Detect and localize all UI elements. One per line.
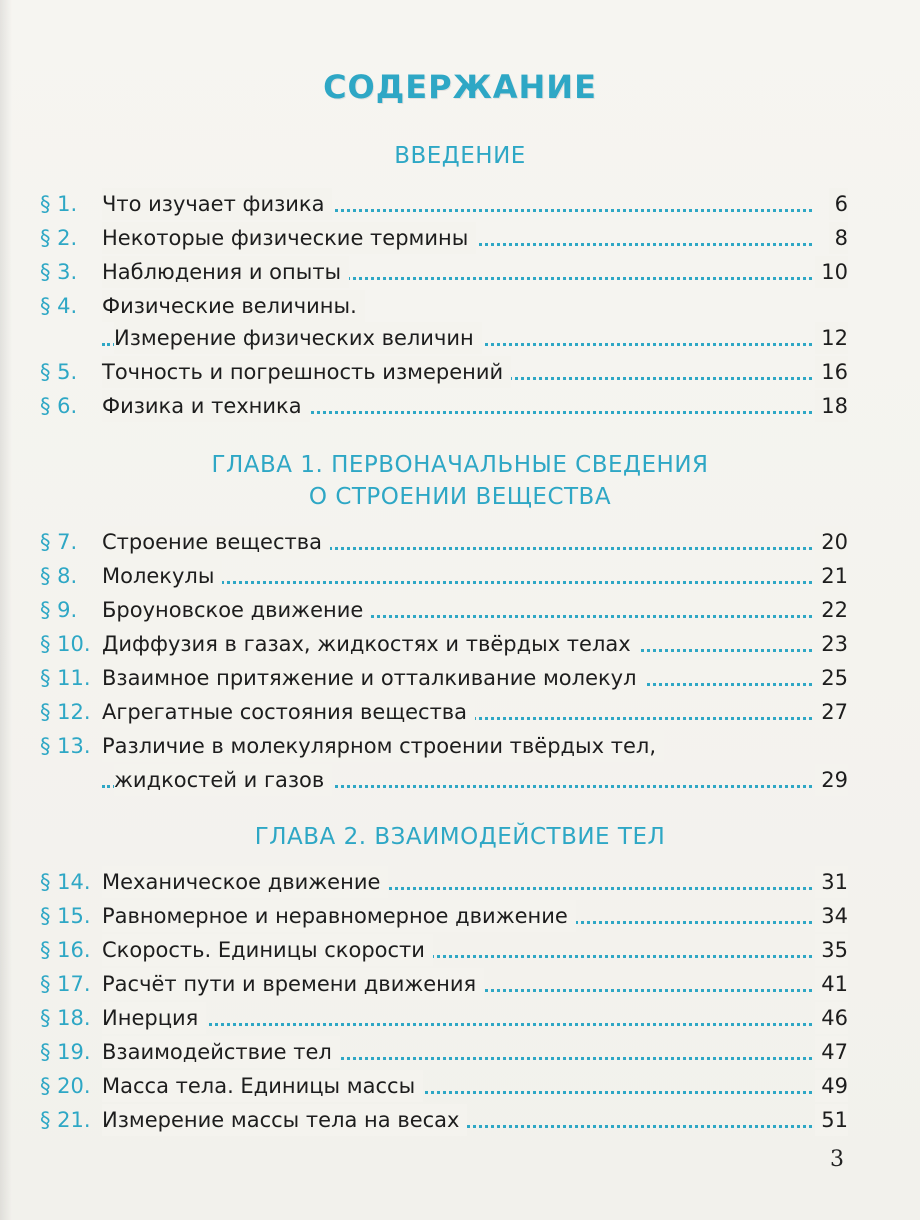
chapter-heading: ВВЕДЕНИЕ xyxy=(394,143,526,169)
toc-entry[interactable] xyxy=(40,188,848,220)
chapter-heading: О СТРОЕНИИ ВЕЩЕСТВА xyxy=(308,484,612,510)
entry-page-number: 29 xyxy=(815,764,848,796)
section-number: § 10. xyxy=(40,632,91,656)
toc-entry[interactable] xyxy=(40,934,848,966)
entry-title: Различие в молекулярном строении твёрдых тел, xyxy=(102,730,664,762)
toc-entry[interactable] xyxy=(40,526,848,558)
entry-title: Молекулы xyxy=(102,560,222,592)
entry-page-number: 12 xyxy=(815,322,848,354)
section-number: § 15. xyxy=(40,904,91,928)
entry-title: Измерение массы тела на весах xyxy=(102,1104,467,1136)
page-number: 3 xyxy=(830,1147,844,1172)
section-number: § 6. xyxy=(40,394,78,418)
toc-entry[interactable] xyxy=(40,390,848,422)
entry-title: Что изучает физика xyxy=(102,188,332,220)
entry-title: Точность и погрешность измерений xyxy=(102,356,511,388)
entry-title: Равномерное и неравномерное движение xyxy=(102,900,576,932)
entry-page-number: 21 xyxy=(815,560,848,592)
section-number: § 11. xyxy=(40,666,91,690)
entry-title: Наблюдения и опыты xyxy=(102,256,349,288)
entry-title: Взаимное притяжение и отталкивание молекул xyxy=(102,662,645,694)
entry-title: жидкостей и газов xyxy=(114,764,332,796)
entry-page-number: 23 xyxy=(815,628,848,660)
entry-page-number: 20 xyxy=(815,526,848,558)
toc-entry[interactable] xyxy=(40,322,848,354)
entry-page-number: 51 xyxy=(815,1104,848,1136)
entry-title: Некоторые физические термины xyxy=(102,222,476,254)
toc-entry[interactable] xyxy=(40,1036,848,1068)
entry-page-number: 47 xyxy=(815,1036,848,1068)
toc-entry[interactable] xyxy=(40,1104,848,1136)
section-number: § 16. xyxy=(40,938,91,962)
section-number: § 13. xyxy=(40,734,91,758)
toc-entry[interactable] xyxy=(40,696,848,728)
section-number: § 1. xyxy=(40,192,78,216)
toc-entry[interactable] xyxy=(40,866,848,898)
section-number: § 12. xyxy=(40,700,91,724)
entry-title: Строение вещества xyxy=(102,526,330,558)
toc-entry[interactable] xyxy=(40,968,848,1000)
toc-entry[interactable] xyxy=(40,1070,848,1102)
toc-entry[interactable] xyxy=(40,662,848,694)
section-number: § 20. xyxy=(40,1074,91,1098)
entry-title: Физика и техника xyxy=(102,390,310,422)
entry-page-number: 25 xyxy=(815,662,848,694)
toc-entry[interactable] xyxy=(40,764,848,796)
entry-page-number: 16 xyxy=(815,356,848,388)
entry-page-number: 8 xyxy=(829,222,848,254)
page-title: СОДЕРЖАНИЕ xyxy=(323,68,597,106)
toc-entry[interactable] xyxy=(40,1002,848,1034)
chapter-heading: ГЛАВА 1. ПЕРВОНАЧАЛЬНЫЕ СВЕДЕНИЯ xyxy=(211,452,709,478)
entry-title: Инерция xyxy=(102,1002,206,1034)
toc-entry[interactable] xyxy=(40,290,848,322)
section-number: § 17. xyxy=(40,972,91,996)
toc-entry[interactable] xyxy=(40,628,848,660)
entry-page-number: 34 xyxy=(815,900,848,932)
entry-title: Расчёт пути и времени движения xyxy=(102,968,484,1000)
section-number: § 3. xyxy=(40,260,78,284)
entry-page-number: 10 xyxy=(815,256,848,288)
section-number: § 2. xyxy=(40,226,78,250)
section-number: § 19. xyxy=(40,1040,91,1064)
entry-page-number: 46 xyxy=(815,1002,848,1034)
entry-title: Скорость. Единицы скорости xyxy=(102,934,433,966)
toc-entry[interactable] xyxy=(40,594,848,626)
entry-page-number: 27 xyxy=(815,696,848,728)
entry-title: Агрегатные состояния вещества xyxy=(102,696,475,728)
toc-entry[interactable] xyxy=(40,222,848,254)
entry-title: Измерение физических величин xyxy=(114,322,482,354)
section-number: § 4. xyxy=(40,294,78,318)
section-number: § 5. xyxy=(40,360,78,384)
entry-page-number: 18 xyxy=(815,390,848,422)
section-number: § 9. xyxy=(40,598,78,622)
toc-entry[interactable] xyxy=(40,730,848,762)
toc-entry[interactable] xyxy=(40,356,848,388)
entry-page-number: 22 xyxy=(815,594,848,626)
section-number: § 14. xyxy=(40,870,91,894)
entry-page-number: 49 xyxy=(815,1070,848,1102)
chapter-heading: ГЛАВА 2. ВЗАИМОДЕЙСТВИЕ ТЕЛ xyxy=(254,824,666,850)
entry-title: Диффузия в газах, жидкостях и твёрдых телах xyxy=(102,628,639,660)
section-number: § 7. xyxy=(40,530,78,554)
entry-title: Броуновское движение xyxy=(102,594,371,626)
toc-entry[interactable] xyxy=(40,560,848,592)
entry-page-number: 35 xyxy=(815,934,848,966)
toc-entry[interactable] xyxy=(40,900,848,932)
section-number: § 21. xyxy=(40,1108,91,1132)
section-number: § 8. xyxy=(40,564,78,588)
entry-title: Масса тела. Единицы массы xyxy=(102,1070,423,1102)
entry-page-number: 31 xyxy=(815,866,848,898)
entry-page-number: 6 xyxy=(829,188,848,220)
entry-page-number: 41 xyxy=(815,968,848,1000)
entry-title: Взаимодействие тел xyxy=(102,1036,340,1068)
section-number: § 18. xyxy=(40,1006,91,1030)
entry-title: Механическое движение xyxy=(102,866,388,898)
dot-leader xyxy=(102,1023,812,1026)
entry-title: Физические величины. xyxy=(102,290,365,322)
toc-entry[interactable] xyxy=(40,256,848,288)
